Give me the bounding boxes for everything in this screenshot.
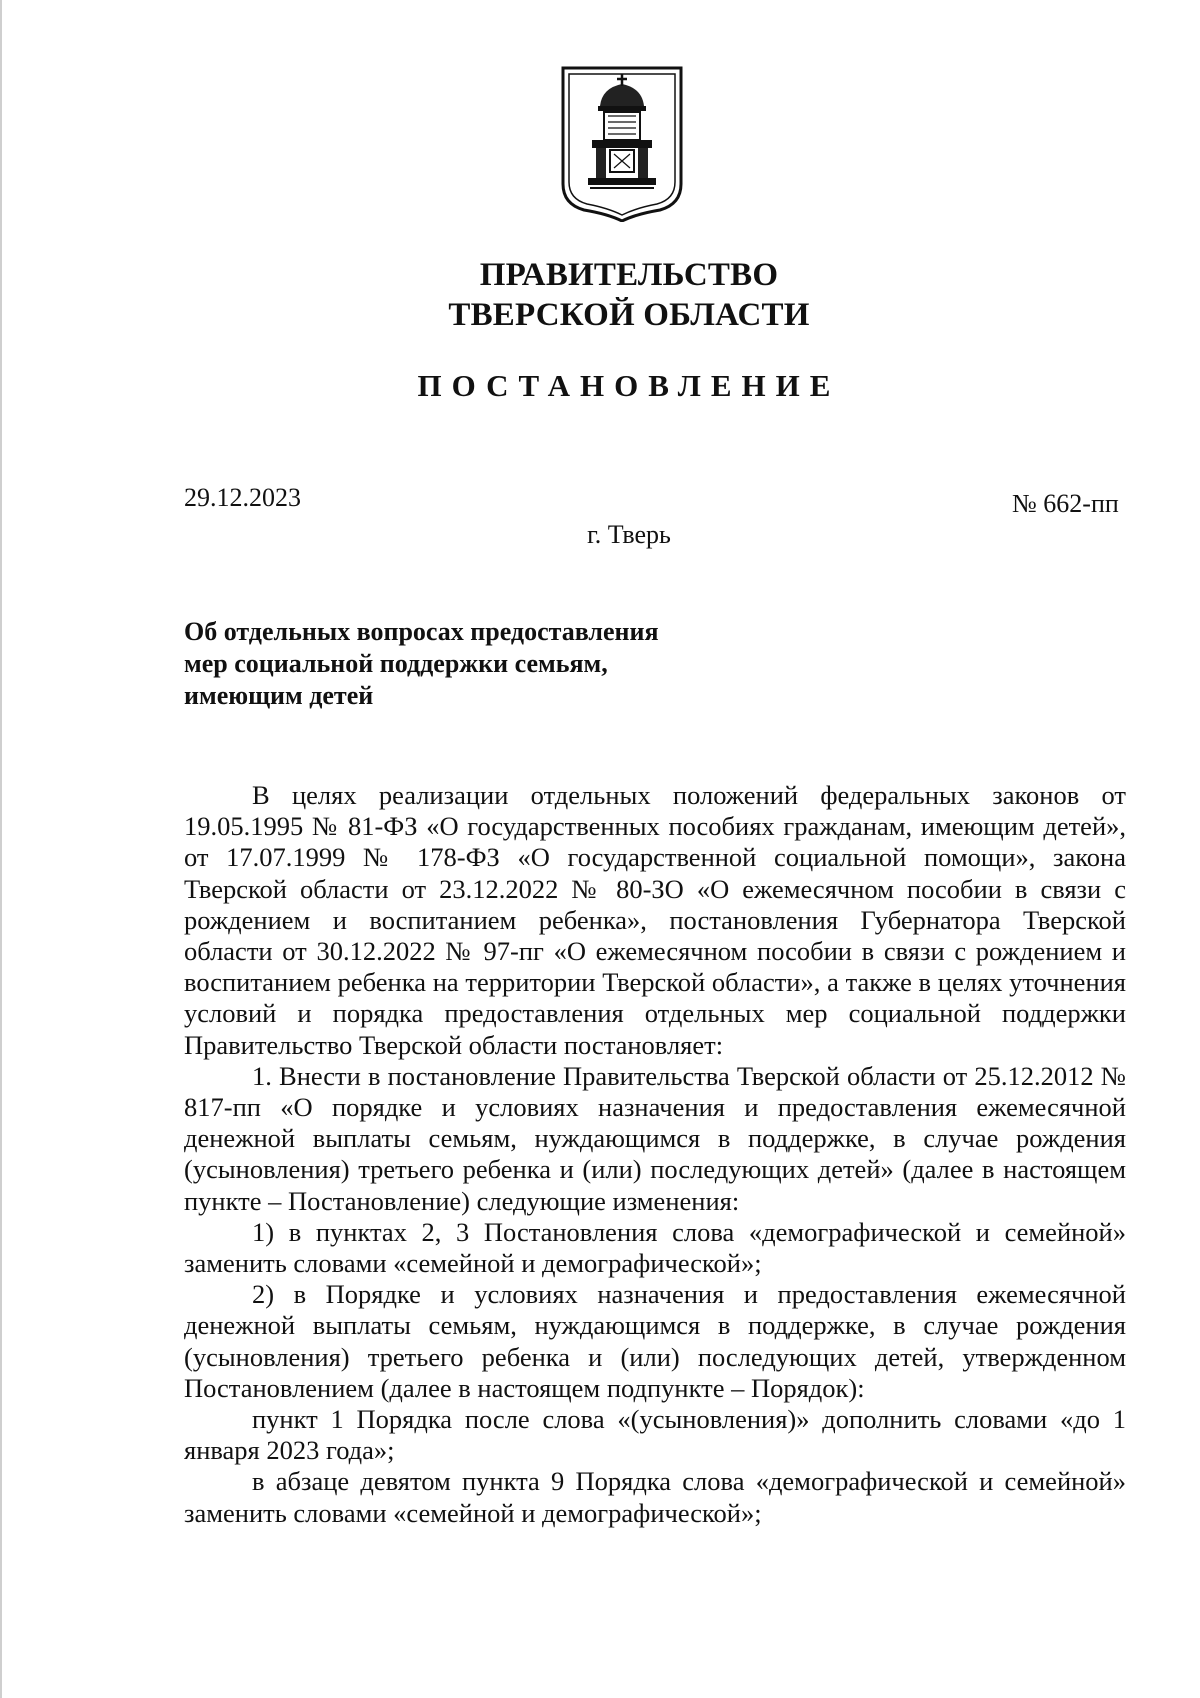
body-paragraph-point-1: пункт 1 Порядка после слова «(усыновления)» дополнить словами «до 1 января 2023 года»; [184,1404,1126,1466]
subject-line-3: имеющим детей [184,681,374,710]
org-line-2: ТВЕРСКОЙ ОБЛАСТИ [448,297,810,333]
decree-number: № 662-пп [1012,489,1119,518]
decree-city: г. Тверь [587,520,671,549]
tver-coat-of-arms-emblem [560,66,684,222]
body-paragraph-subitem-2: 2) в Порядке и условиях назначения и предоставления ежемесячной денежной выплаты семьям, нуждающимся в поддержке, в случае рождения (усыновления) третьего ребенка и (или) последующих детей, утвержденном Постановлением (далее в настоящем подпункте – Порядок): [184,1279,1126,1403]
body-paragraph-point-9: в абзаце девятом пункта 9 Порядка слова «демографической и семейной» заменить словами «семейной и демографической»; [184,1466,1126,1528]
org-line-1: ПРАВИТЕЛЬСТВО [479,257,779,293]
subject-line-2: мер социальной поддержки семьям, [184,649,608,678]
body-paragraph-preamble: В целях реализации отдельных положений федеральных законов от 19.05.1995 № 81-ФЗ «О государственных пособиях гражданам, имеющим детей», от 17.07.1999 № 178-ФЗ «О государственной социальной помощи», закона Тверской области от 23.12.2022 № 80-ЗО «О ежемесячном пособии в связи с рождением и воспитанием ребенка», постановления Губернатора Тверской области от 30.12.2022 № 97-пг «О ежемесячном пособии в связи с рождением и воспитанием ребенка на территории Тверской области», а также в целях уточнения условий и порядка предоставления отдельных мер социальной поддержки Правительство Тверской области постановляет: [184,780,1126,1060]
government-title [0,255,1200,335]
body-paragraph-subitem-1: 1) в пунктах 2, 3 Постановления слова «демографической и семейной» заменить словами «семейной и демографической»; [184,1216,1126,1279]
decree-body [184,780,1126,1529]
document-type-title: ПОСТАНОВЛЕНИЕ [417,368,841,403]
decree-subject [184,616,659,712]
decree-date: 29.12.2023 [184,483,301,512]
subject-line-1: Об отдельных вопросах предоставления [184,617,659,646]
body-paragraph-item-1: 1. Внести в постановление Правительства Тверской области от 25.12.2012 № 817-пп «О порядке и условиях назначения и предоставления ежемесячной денежной выплаты семьям, нуждающимся в поддержке, в случае рождения (усыновления) третьего ребенка и (или) последующих детей» (далее в настоящем пункте – Постановление) следующие изменения: [184,1060,1126,1216]
